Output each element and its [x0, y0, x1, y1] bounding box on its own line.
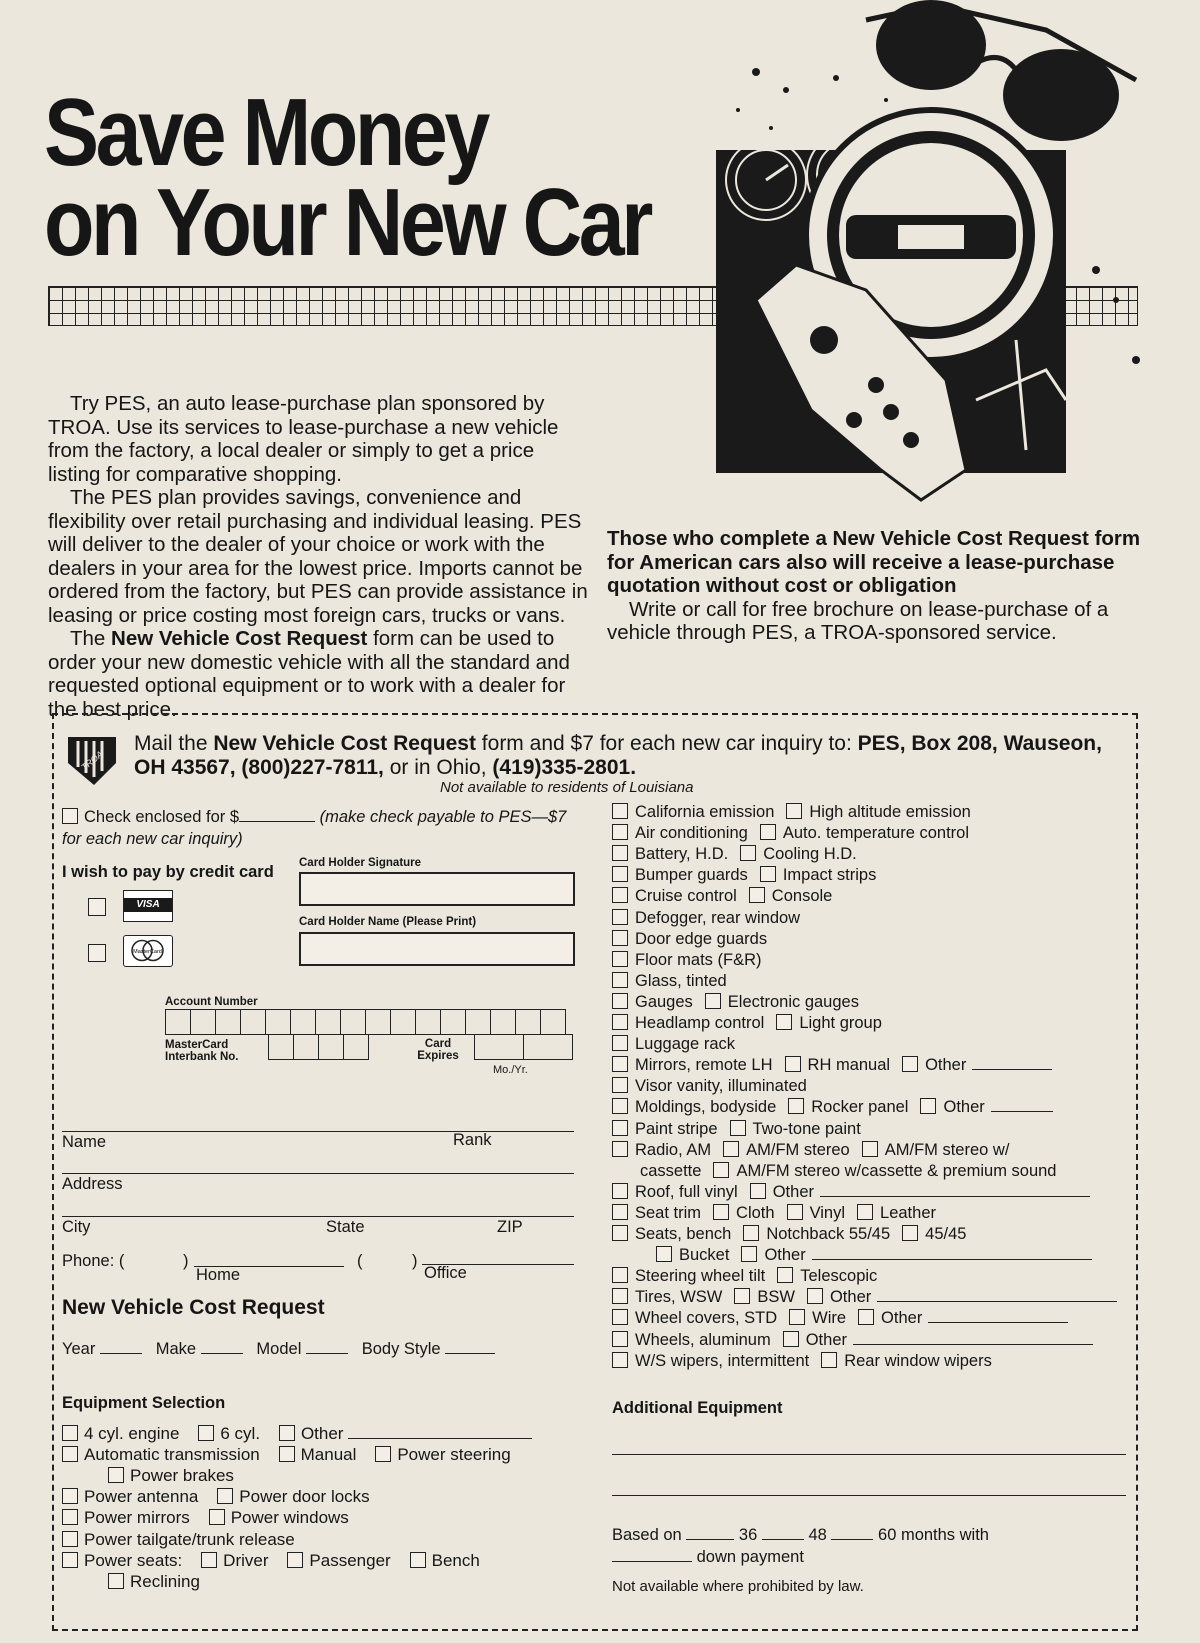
checkbox[interactable] — [656, 1246, 672, 1262]
additional-equipment-line-1[interactable] — [612, 1454, 1126, 1455]
equipment-label: Tires, WSW — [635, 1288, 723, 1307]
zip-label: ZIP — [497, 1218, 523, 1236]
intro-paragraph-1: Try PES, an auto lease-purchase plan sponsored by TROA. Use its services to lease-purchase a new vehicle from the factory, a local dealer or simply to get a price listing for comparative shopping. — [48, 392, 559, 486]
intro-paragraph-2: The PES plan provides savings, convenience and flexibility over retail purchasing and individual leasing. PES will deliver to the dealer of your choice or work with the dealers in your area for the lowest price. Imports cannot be ordered from the factory, but PES can provide assistance in leasing or price costing most foreign cars, trucks or vans. — [48, 486, 588, 627]
additional-equipment-line-2[interactable] — [612, 1495, 1126, 1496]
address-label: Address — [62, 1175, 123, 1193]
checkbox[interactable] — [201, 1552, 217, 1568]
checkbox[interactable] — [750, 1183, 766, 1199]
other-field[interactable] — [853, 1344, 1093, 1345]
equipment-label: W/S wipers, intermittent — [635, 1351, 810, 1370]
checkbox[interactable] — [807, 1288, 823, 1304]
checkbox[interactable] — [612, 1098, 628, 1114]
equipment-label: Floor mats (F&R) — [635, 950, 762, 969]
term-36-field[interactable] — [686, 1539, 734, 1540]
headline-line-1: Save Money — [44, 79, 487, 186]
equipment-label: AM/FM stereo — [746, 1140, 850, 1159]
equipment-label: Moldings, bodyside — [635, 1098, 777, 1117]
checkbox[interactable] — [723, 1141, 739, 1157]
cardholder-name-field[interactable] — [299, 932, 575, 966]
term-48-field[interactable] — [762, 1539, 804, 1540]
request-title: New Vehicle Cost Request — [62, 1296, 325, 1319]
credit-card-label: I wish to pay by credit card — [62, 863, 274, 881]
equipment-label: Rocker panel — [811, 1098, 909, 1117]
checkbox[interactable] — [612, 993, 628, 1009]
checkbox[interactable] — [287, 1552, 303, 1568]
checkbox[interactable] — [788, 1098, 804, 1114]
office-label: Office — [424, 1264, 467, 1282]
card-expires-label: Card Expires — [417, 1038, 459, 1062]
payment-term: Based on 36 48 60 months with — [612, 1526, 989, 1544]
intro-paragraph-3: The New Vehicle Cost Request form can be used to order your new domestic vehicle with all the standard and requested optional equipment or to work with a dealer for the best price. — [48, 627, 570, 721]
checkbox[interactable] — [612, 1014, 628, 1030]
equipment-label: Wire — [812, 1309, 847, 1328]
equipment-label: cassette — [640, 1161, 702, 1180]
checkbox[interactable] — [749, 887, 765, 903]
equipment-row — [612, 1352, 992, 1371]
equipment-row — [612, 930, 767, 949]
equipment-label: BSW — [757, 1288, 795, 1307]
equipment-label: Visor vanity, illuminated — [635, 1077, 807, 1096]
checkbox[interactable] — [713, 1162, 729, 1178]
other-field[interactable] — [991, 1111, 1053, 1112]
rank-label: Rank — [453, 1131, 492, 1149]
equipment-label: Glass, tinted — [635, 971, 727, 990]
checkbox[interactable] — [410, 1552, 426, 1568]
checkbox[interactable] — [858, 1309, 874, 1325]
equipment-label: Wheel covers, STD — [635, 1309, 778, 1328]
checkbox[interactable] — [857, 1204, 873, 1220]
city-label: City — [62, 1218, 91, 1236]
equipment-label: Paint stripe — [635, 1119, 718, 1138]
equipment-row: Reclining — [108, 1572, 200, 1592]
equipment-label: Electronic gauges — [727, 992, 859, 1011]
equipment-row — [612, 951, 762, 970]
checkbox[interactable] — [612, 1141, 628, 1157]
checkbox[interactable] — [217, 1488, 233, 1504]
home-label: Home — [196, 1266, 241, 1284]
equipment-row — [612, 1098, 1053, 1117]
checkbox[interactable] — [902, 1225, 918, 1241]
equipment-label: Luggage rack — [635, 1035, 735, 1054]
equipment-label: Gauges — [635, 992, 693, 1011]
checkbox[interactable] — [787, 1204, 803, 1220]
checkbox[interactable] — [730, 1120, 746, 1136]
checkbox[interactable] — [741, 1246, 757, 1262]
equipment-row — [612, 972, 727, 991]
equipment-label: Auto. temperature control — [782, 824, 970, 843]
checkbox[interactable] — [279, 1446, 295, 1462]
equipment-row — [612, 803, 971, 822]
equipment-label: Wheels, aluminum — [635, 1330, 771, 1349]
checkbox[interactable] — [62, 1488, 78, 1504]
equipment-row — [612, 1267, 877, 1286]
equipment-row — [612, 866, 876, 885]
year-field[interactable] — [100, 1353, 142, 1354]
checkbox[interactable] — [612, 1309, 628, 1325]
check-enclosed: Check enclosed for $ (make check payable to PES—$7 for each new car inquiry) — [62, 808, 567, 848]
svg-text:TROA: TROA — [79, 748, 105, 773]
equipment-label: Cloth — [736, 1203, 775, 1222]
name-label: Name — [62, 1133, 107, 1151]
equipment-row: Power seats: Driver Passenger Bench — [62, 1551, 480, 1571]
equipment-label: Cooling H.D. — [763, 845, 857, 864]
checkbox[interactable] — [108, 1573, 124, 1589]
visa-checkbox[interactable] — [88, 898, 106, 916]
equipment-row — [612, 1014, 882, 1033]
equipment-row — [612, 1077, 807, 1096]
equipment-row — [612, 1309, 1068, 1328]
check-amount-field[interactable] — [239, 821, 315, 822]
equipment-label: Roof, full vinyl — [635, 1182, 738, 1201]
intro-paragraph-4: Write or call for free brochure on lease-purchase of a vehicle through PES, a TROA-sponsored service. — [607, 597, 1109, 644]
checkbox[interactable] — [612, 1035, 628, 1051]
checkbox[interactable] — [612, 1056, 628, 1072]
checkbox[interactable] — [786, 803, 802, 819]
equipment-label: Console — [771, 887, 833, 906]
checkbox[interactable] — [902, 1056, 918, 1072]
checkbox[interactable] — [62, 1531, 78, 1547]
equipment-label: Other — [829, 1288, 872, 1307]
equipment-label: Seats, bench — [635, 1225, 732, 1243]
checkbox[interactable] — [612, 1331, 628, 1347]
equipment-label: Impact strips — [782, 866, 877, 885]
intro-left-column — [48, 392, 588, 721]
checkbox[interactable] — [821, 1352, 837, 1368]
checkbox[interactable] — [612, 803, 628, 819]
checkbox[interactable] — [612, 930, 628, 946]
other-field[interactable] — [812, 1259, 1092, 1260]
visa-card-icon: VISA — [123, 890, 173, 922]
card-expires-boxes[interactable] — [474, 1034, 573, 1060]
other-field[interactable] — [820, 1196, 1090, 1197]
checkbox[interactable] — [777, 1267, 793, 1283]
equipment-row — [612, 824, 969, 843]
equipment-row — [612, 845, 857, 864]
interbank-label: MasterCard Interbank No. — [165, 1039, 239, 1063]
equipment-row — [656, 1246, 1092, 1265]
checkbox[interactable] — [612, 1077, 628, 1093]
equipment-row: Power antenna Power door locks — [62, 1487, 370, 1507]
car-illustration — [716, 0, 1148, 510]
checkbox[interactable] — [920, 1098, 936, 1114]
checkbox[interactable] — [740, 845, 756, 861]
equipment-row: Power mirrors Power windows — [62, 1508, 349, 1528]
equipment-label: Mirrors, remote LH — [635, 1056, 773, 1075]
equipment-label: Rear window wipers — [844, 1351, 992, 1370]
equipment-label: RH manual — [807, 1056, 891, 1075]
equipment-row — [612, 1225, 966, 1244]
signature-field[interactable] — [299, 872, 575, 906]
body-style-field[interactable] — [445, 1353, 495, 1354]
equipment-label: High altitude emission — [809, 803, 971, 821]
headline — [44, 79, 650, 276]
checkbox[interactable] — [705, 993, 721, 1009]
signature-label: Card Holder Signature — [299, 857, 422, 869]
other-field[interactable] — [877, 1301, 1117, 1302]
checkbox[interactable] — [612, 1204, 628, 1220]
checkbox[interactable] — [612, 1352, 628, 1368]
address-line[interactable] — [62, 1173, 574, 1174]
equipment-label: Other — [764, 1246, 806, 1265]
state-label: State — [326, 1218, 365, 1236]
equipment-row — [612, 1331, 1093, 1350]
equipment-row — [612, 887, 832, 906]
checkbox[interactable] — [743, 1225, 759, 1241]
equipment-label: Notchback 55/45 — [766, 1225, 891, 1243]
equipment-row — [612, 1183, 1090, 1202]
mo-yr-label: Mo./Yr. — [493, 1064, 528, 1076]
svg-text:MasterCard: MasterCard — [133, 949, 162, 955]
equipment-row — [612, 909, 800, 928]
checkbox[interactable] — [612, 972, 628, 988]
equipment-label: Seat trim — [635, 1203, 702, 1222]
equipment-row — [612, 1056, 1052, 1075]
checkbox[interactable] — [612, 1183, 628, 1199]
checkbox[interactable] — [612, 1225, 628, 1241]
equipment-label: Headlamp control — [635, 1014, 765, 1032]
louisiana-note: Not available to residents of Louisiana — [440, 779, 694, 796]
checkbox[interactable] — [785, 1056, 801, 1072]
other-field[interactable] — [972, 1069, 1052, 1070]
equipment-label: AM/FM stereo w/ — [884, 1140, 1010, 1159]
equipment-label: Battery, H.D. — [635, 845, 729, 864]
equipment-selection-title: Equipment Selection — [62, 1394, 226, 1412]
equipment-row: Power tailgate/trunk release — [62, 1530, 295, 1550]
equipment-label: Steering wheel tilt — [635, 1267, 766, 1286]
cardholder-name-label: Card Holder Name (Please Print) — [299, 916, 477, 928]
checkbox[interactable] — [62, 1509, 78, 1525]
additional-equipment-title: Additional Equipment — [612, 1399, 783, 1417]
equipment-label: Radio, AM — [635, 1140, 712, 1159]
interbank-boxes[interactable] — [268, 1034, 369, 1060]
equipment-label: Vinyl — [809, 1203, 846, 1222]
equipment-label: Other — [943, 1098, 985, 1117]
checkbox[interactable] — [108, 1467, 124, 1483]
equipment-row: Automatic transmission Manual Power steering — [62, 1445, 511, 1465]
equipment-row: 4 cyl. engine 6 cyl. Other — [62, 1424, 532, 1444]
checkbox[interactable] — [760, 824, 776, 840]
intro-right-column — [607, 450, 1147, 645]
intro-bold-note: Those who complete a New Vehicle Cost Request form for American cars also will receive a lease-purchase quotation without cost or obligation — [607, 527, 1141, 597]
equipment-label: Door edge guards — [635, 929, 768, 948]
equipment-label: Two-tone paint — [752, 1119, 861, 1138]
checkbox[interactable] — [62, 1446, 78, 1462]
name-line[interactable] — [62, 1131, 574, 1132]
account-number-label: Account Number — [165, 996, 258, 1008]
down-payment: down payment — [612, 1548, 804, 1567]
down-payment-field[interactable] — [612, 1561, 692, 1562]
equipment-row — [612, 1035, 735, 1054]
checkbox[interactable] — [783, 1331, 799, 1347]
checkbox[interactable] — [62, 1552, 78, 1568]
make-field[interactable] — [201, 1353, 243, 1354]
checkbox[interactable] — [612, 951, 628, 967]
equipment-row — [612, 1141, 1009, 1160]
mastercard-checkbox[interactable] — [88, 944, 106, 962]
checkbox[interactable] — [612, 909, 628, 925]
equipment-label: Bucket — [679, 1246, 730, 1265]
equipment-label: California emission — [635, 803, 775, 821]
equipment-label: Other — [925, 1056, 967, 1075]
checkbox[interactable] — [279, 1425, 295, 1441]
headline-line-2: on Your New Car — [44, 169, 650, 276]
equipment-label: Light group — [799, 1014, 882, 1032]
checkbox[interactable] — [760, 866, 776, 882]
vehicle-fields: Year Make Model Body Style — [62, 1340, 495, 1359]
checkbox[interactable] — [612, 824, 628, 840]
checkbox[interactable] — [209, 1509, 225, 1525]
legal-note: Not available where prohibited by law. — [612, 1578, 864, 1595]
checkbox[interactable] — [612, 1267, 628, 1283]
equipment-label: Cruise control — [635, 887, 737, 906]
checkbox[interactable] — [713, 1204, 729, 1220]
equipment-label: 45/45 — [925, 1225, 967, 1243]
checkbox[interactable] — [62, 1425, 78, 1441]
model-field[interactable] — [306, 1353, 348, 1354]
term-60-field[interactable] — [831, 1539, 873, 1540]
check-enclosed-checkbox[interactable] — [62, 808, 78, 824]
checkbox[interactable] — [612, 1288, 628, 1304]
troa-logo — [66, 733, 122, 789]
equipment-label: Other — [805, 1330, 847, 1349]
city-line[interactable] — [62, 1216, 574, 1217]
equipment-label: Leather — [880, 1203, 936, 1222]
checkbox[interactable] — [612, 1120, 628, 1136]
equipment-label: Defogger, rear window — [635, 908, 801, 927]
checkbox[interactable] — [612, 887, 628, 903]
checkbox[interactable] — [776, 1014, 792, 1030]
mail-instructions: Mail the New Vehicle Cost Request form and $7 for each new car inquiry to: PES, Box 208, Wauseon, OH 43567, (800)227-7811, or in Ohio, (419)335-2801. — [134, 732, 1102, 779]
equipment-label: Air conditioning — [635, 824, 748, 843]
other-field[interactable] — [928, 1322, 1068, 1323]
checkbox[interactable] — [612, 866, 628, 882]
checkbox[interactable] — [862, 1141, 878, 1157]
equipment-row: Power brakes — [108, 1466, 234, 1486]
mastercard-icon — [123, 935, 173, 967]
equipment-label: Bumper guards — [635, 866, 748, 885]
equipment-label: Other — [881, 1309, 923, 1328]
checkbox[interactable] — [734, 1288, 750, 1304]
equipment-row — [612, 1288, 1117, 1307]
checkbox[interactable] — [198, 1425, 214, 1441]
equipment-row — [640, 1162, 1056, 1181]
checkbox[interactable] — [612, 845, 628, 861]
equipment-label: Other — [772, 1182, 814, 1201]
equipment-row — [612, 1204, 936, 1223]
equipment-label: Telescopic — [800, 1267, 878, 1286]
equipment-row — [612, 1120, 861, 1139]
checkbox[interactable] — [789, 1309, 805, 1325]
phone-label: Phone: ( — [62, 1252, 125, 1270]
checkbox[interactable] — [375, 1446, 391, 1462]
equipment-row — [612, 993, 859, 1012]
account-number-boxes[interactable] — [165, 1009, 566, 1035]
equipment-label: AM/FM stereo w/cassette & premium sound — [736, 1161, 1057, 1180]
